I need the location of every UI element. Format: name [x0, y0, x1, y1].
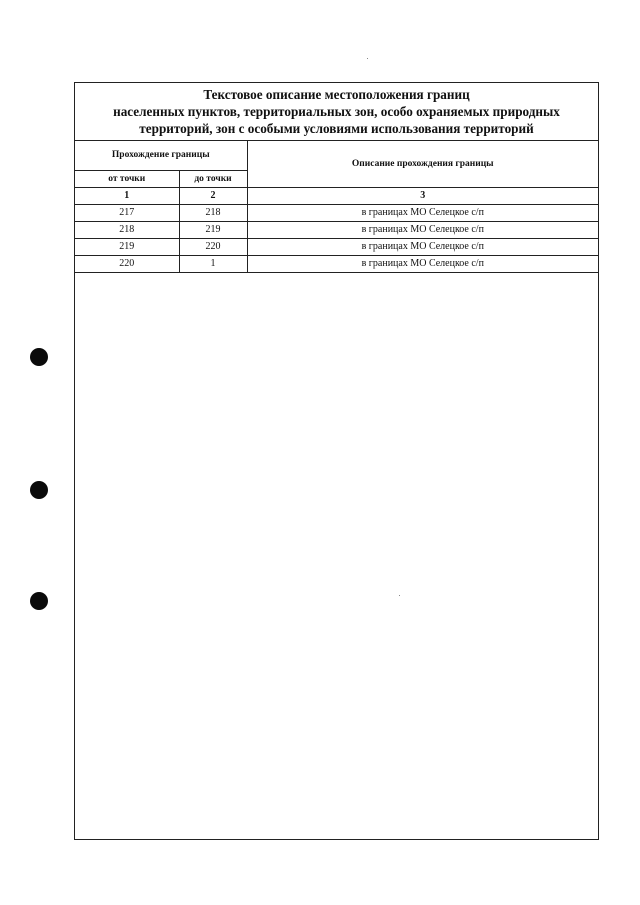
to-point-cell: 219	[179, 221, 247, 238]
description-cell: в границах МО Селецкое с/п	[247, 255, 598, 272]
table-row	[75, 238, 598, 255]
from-point-cell: 219	[75, 238, 179, 255]
header-boundary-passage: Прохождение границы	[75, 141, 247, 170]
punch-hole-bottom	[30, 592, 48, 610]
from-point-cell: 217	[75, 204, 179, 221]
column-number: 3	[247, 187, 598, 204]
from-point-cell: 220	[75, 255, 179, 272]
boundary-table	[75, 141, 598, 273]
description-cell: в границах МО Селецкое с/п	[247, 204, 598, 221]
from-point-cell: 218	[75, 221, 179, 238]
table-row	[75, 255, 598, 272]
table-row	[75, 204, 598, 221]
to-point-cell: 218	[179, 204, 247, 221]
header-description: Описание прохождения границы	[247, 141, 598, 187]
punch-hole-top	[30, 348, 48, 366]
column-number: 1	[75, 187, 179, 204]
document-title	[75, 83, 598, 141]
to-point-cell: 1	[179, 255, 247, 272]
table-row	[75, 221, 598, 238]
column-number: 2	[179, 187, 247, 204]
title-line-1: Текстовое описание местоположения границ	[203, 87, 470, 102]
description-cell: в границах МО Селецкое с/п	[247, 238, 598, 255]
header-to-point: до точки	[179, 170, 247, 187]
title-line-2: населенных пунктов, территориальных зон, особо охраняемых природных	[113, 104, 560, 119]
scan-speck	[367, 58, 368, 59]
document-frame	[74, 82, 599, 840]
header-from-point: от точки	[75, 170, 179, 187]
punch-hole-middle	[30, 481, 48, 499]
title-line-3: территорий, зон с особыми условиями использования территорий	[139, 121, 534, 136]
description-cell: в границах МО Селецкое с/п	[247, 221, 598, 238]
to-point-cell: 220	[179, 238, 247, 255]
